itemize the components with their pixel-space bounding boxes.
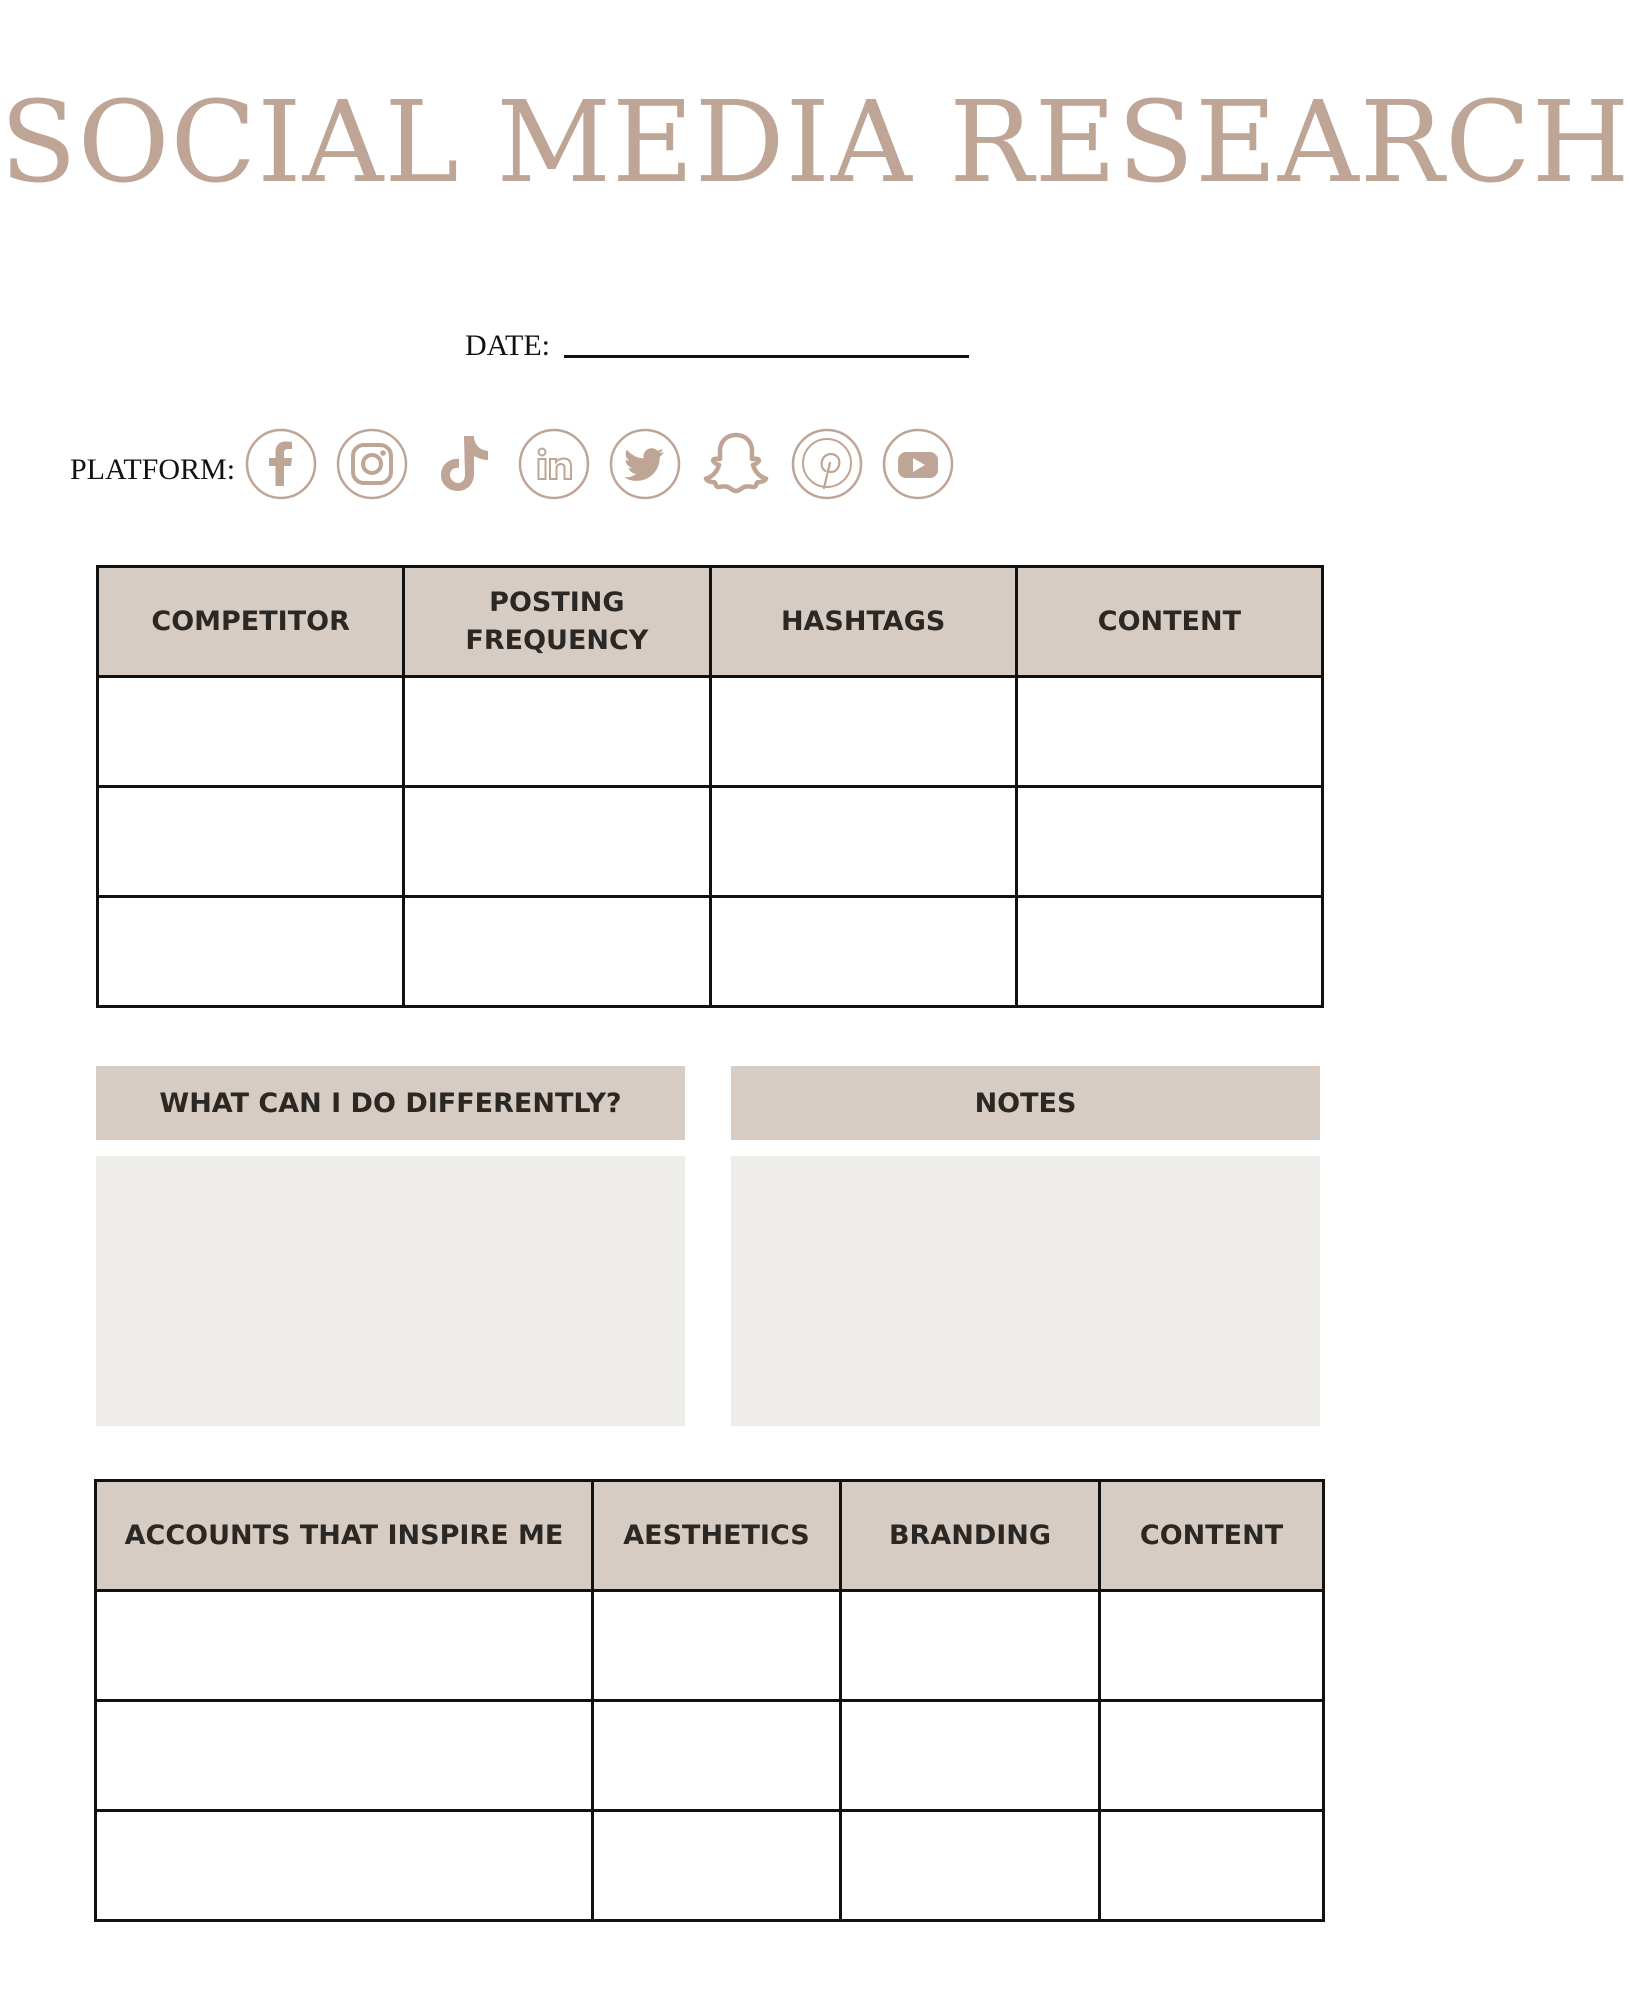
notes-box[interactable] [731,1156,1320,1426]
table-cell[interactable] [404,677,710,787]
table-cell[interactable] [710,897,1016,1007]
table-cell[interactable] [1016,787,1322,897]
platform-label: PLATFORM: [70,453,236,486]
table-row [98,787,1323,897]
notes-heading: NOTES [731,1066,1320,1140]
table-cell[interactable] [98,677,404,787]
table-cell[interactable] [710,787,1016,897]
inspire-table [94,1479,1325,1922]
table-cell[interactable] [404,897,710,1007]
competitor-table [96,565,1324,1008]
table-row [98,677,1323,787]
table-cell[interactable] [404,787,710,897]
header-branding: BRANDING [841,1481,1100,1591]
header-competitor: COMPETITOR [98,567,404,677]
table-cell[interactable] [1016,897,1322,1007]
header-hashtags: HASHTAGS [710,567,1016,677]
snapchat-icon[interactable] [700,428,772,500]
table-cell[interactable] [593,1811,841,1921]
header-aesthetics: AESTHETICS [593,1481,841,1591]
date-input-line[interactable] [564,355,969,358]
table-cell[interactable] [98,787,404,897]
table-cell[interactable] [98,897,404,1007]
youtube-icon[interactable] [882,428,954,500]
table-cell[interactable] [1016,677,1322,787]
differently-box[interactable] [96,1156,685,1426]
header-content: CONTENT [1016,567,1322,677]
header-accounts-that-inspire-me: ACCOUNTS THAT INSPIRE ME [96,1481,593,1591]
table-cell[interactable] [96,1591,593,1701]
table-cell[interactable] [841,1811,1100,1921]
pinterest-icon[interactable] [791,428,863,500]
table-cell[interactable] [593,1701,841,1811]
table-row [98,897,1323,1007]
table-cell[interactable] [1100,1591,1324,1701]
header-content: CONTENT [1100,1481,1324,1591]
facebook-icon[interactable] [245,428,317,500]
date-row [465,318,969,366]
table-cell[interactable] [1100,1811,1324,1921]
table-cell[interactable] [96,1701,593,1811]
date-label: DATE: [465,329,550,362]
table-cell[interactable] [841,1701,1100,1811]
differently-heading: WHAT CAN I DO DIFFERENTLY? [96,1066,685,1140]
tiktok-icon[interactable] [427,428,499,500]
twitter-icon[interactable] [609,428,681,500]
table-row [96,1701,1324,1811]
instagram-icon[interactable] [336,428,408,500]
table-row [96,1811,1324,1921]
page-title: SOCIAL MEDIA RESEARCH [0,78,1630,208]
table-cell[interactable] [841,1591,1100,1701]
table-cell[interactable] [593,1591,841,1701]
table-cell[interactable] [1100,1701,1324,1811]
header-posting-frequency: POSTING FREQUENCY [404,567,710,677]
table-row [96,1591,1324,1701]
linkedin-icon[interactable] [518,428,590,500]
table-cell[interactable] [96,1811,593,1921]
table-cell[interactable] [710,677,1016,787]
